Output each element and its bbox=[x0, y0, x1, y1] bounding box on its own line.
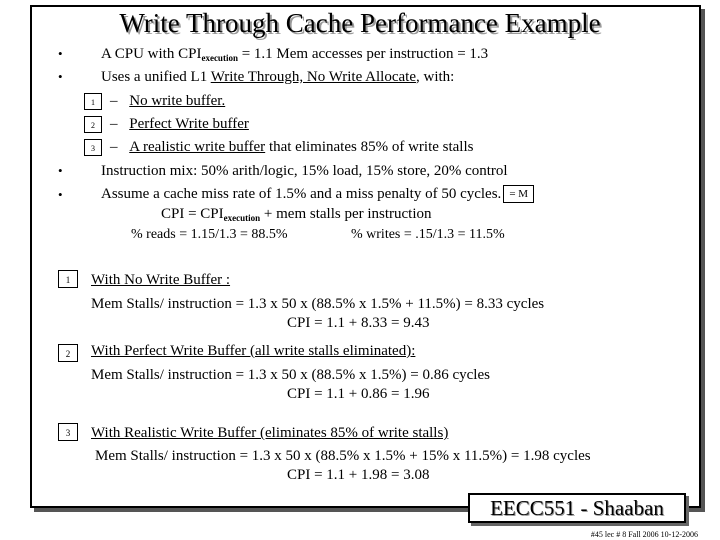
cache-post: , with: bbox=[415, 69, 455, 85]
bullet-marker-1: • bbox=[58, 46, 63, 61]
sub-item-1 bbox=[110, 92, 225, 110]
cpi-subscript: execution bbox=[201, 53, 238, 63]
sub-item-dash: – bbox=[110, 139, 118, 155]
cache-pre: Uses a unified L1 bbox=[101, 69, 211, 85]
case-number-box: 2 bbox=[58, 344, 78, 362]
cpi-formula bbox=[161, 205, 432, 227]
bullet-marker-3: • bbox=[58, 163, 63, 178]
sub-item-3 bbox=[110, 138, 473, 156]
cpi-text: A CPU with CPI bbox=[101, 46, 202, 62]
cpi-rest: = 1.1 Mem accesses per instruction = 1.3 bbox=[237, 46, 489, 62]
sub-item-2 bbox=[110, 115, 249, 133]
miss-penalty-box: = M bbox=[503, 185, 534, 203]
case-heading: With No Write Buffer : bbox=[91, 272, 231, 288]
case-cpi: CPI = 1.1 + 8.33 = 9.43 bbox=[287, 315, 430, 331]
percent-reads: % reads = 1.15/1.3 = 88.5% bbox=[131, 227, 288, 242]
case-cpi: CPI = 1.1 + 0.86 = 1.96 bbox=[287, 386, 430, 402]
sub-item-text: No write buffer. bbox=[129, 93, 226, 109]
case-number-box: 1 bbox=[58, 270, 78, 288]
cache-policy: Write Through, No Write Allocate bbox=[210, 69, 416, 85]
percent-writes: % writes = .15/1.3 = 11.5% bbox=[351, 227, 505, 242]
sub-item-text-rest: that eliminates 85% of write stalls bbox=[265, 139, 474, 155]
bullet-instruction-mix: Instruction mix: 50% arith/logic, 15% load, 15% store, 20% control bbox=[101, 163, 508, 179]
case-stalls: Mem Stalls/ instruction = 1.3 x 50 x (88.5% x 1.5%) = 0.86 cycles bbox=[91, 367, 490, 383]
case-stalls: Mem Stalls/ instruction = 1.3 x 50 x (88.5% x 1.5% + 15% x 11.5%) = 1.98 cycles bbox=[95, 448, 591, 464]
bullet-cache-line bbox=[101, 68, 454, 86]
sub-item-text: Perfect Write buffer bbox=[129, 116, 249, 132]
course-logo: EECC551 - Shaaban bbox=[468, 493, 686, 523]
slide-footer: #45 lec # 8 Fall 2006 10-12-2006 bbox=[590, 530, 698, 539]
sub-item-number-box: 3 bbox=[84, 139, 102, 156]
miss-rate-text: Assume a cache miss rate of 1.5% and a miss penalty of 50 cycles. bbox=[101, 186, 502, 202]
case-heading: With Realistic Write Buffer (eliminates 85% of write stalls) bbox=[91, 425, 449, 441]
formula-subscript: execution bbox=[223, 213, 261, 223]
slide-title: Write Through Cache Performance Example bbox=[119, 8, 601, 38]
bullet-marker-2: • bbox=[58, 69, 63, 84]
bullet-marker-4: • bbox=[58, 187, 63, 202]
sub-item-text: A realistic write buffer bbox=[129, 139, 266, 155]
sub-item-number-box: 2 bbox=[84, 116, 102, 133]
sub-item-dash: – bbox=[110, 116, 118, 132]
formula-rhs: + mem stalls per instruction bbox=[260, 206, 432, 222]
case-heading: With Perfect Write Buffer (all write stalls eliminated): bbox=[91, 343, 416, 359]
sub-item-number-box: 1 bbox=[84, 93, 102, 110]
case-stalls: Mem Stalls/ instruction = 1.3 x 50 x (88.5% x 1.5% + 11.5%) = 8.33 cycles bbox=[91, 296, 545, 312]
bullet-miss-rate bbox=[101, 185, 534, 203]
case-number-box: 3 bbox=[58, 423, 78, 441]
case-cpi: CPI = 1.1 + 1.98 = 3.08 bbox=[287, 467, 430, 483]
sub-item-dash: – bbox=[110, 93, 118, 109]
formula-lhs: CPI = CPI bbox=[161, 206, 224, 222]
bullet-cpi-line bbox=[101, 45, 488, 67]
